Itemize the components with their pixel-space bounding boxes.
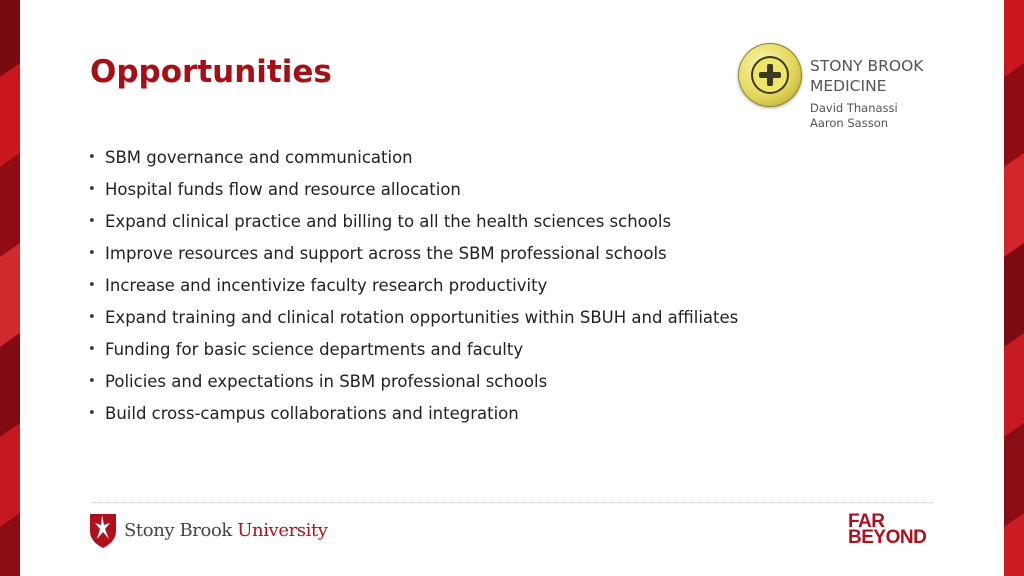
bullet-text: SBM governance and communication: [105, 147, 413, 167]
bullet-text: Build cross-campus collaborations and integration: [105, 403, 519, 423]
bullet-dot-icon: •: [88, 245, 96, 261]
brand-name: [810, 56, 923, 96]
bullet-item: [88, 365, 738, 397]
brand-line-2: MEDICINE: [810, 77, 887, 95]
bullet-text: Hospital funds flow and resource allocation: [105, 179, 461, 199]
university-name-part1: Stony Brook: [124, 519, 238, 541]
tagline-logo: [848, 511, 927, 548]
authors: [810, 101, 898, 131]
bullet-dot-icon: •: [88, 341, 96, 357]
bullet-list: [88, 141, 738, 429]
seal-flame-icon: [88, 511, 118, 549]
tagline-line-2: BEYOND: [848, 527, 927, 548]
footer-divider: [92, 502, 932, 503]
bullet-dot-icon: •: [88, 149, 96, 165]
bullet-item: [88, 301, 738, 333]
bullet-text: Expand training and clinical rotation opportunities within SBUH and affiliates: [105, 307, 739, 327]
bullet-item: [88, 205, 738, 237]
tagline-line-1: FAR: [848, 511, 885, 532]
bullet-text: Funding for basic science departments and faculty: [105, 339, 524, 359]
bullet-dot-icon: •: [88, 373, 96, 389]
bullet-text: Increase and incentivize faculty research productivity: [105, 275, 548, 295]
author-name: Aaron Sasson: [810, 116, 889, 130]
right-decorative-band: [1004, 0, 1024, 576]
slide: [20, 0, 1004, 576]
bullet-text: Policies and expectations in SBM professional schools: [105, 371, 548, 391]
university-logo: [88, 511, 328, 549]
medical-cross-icon: [738, 43, 802, 107]
university-wordmark: [124, 520, 328, 541]
bullet-item: [88, 397, 738, 429]
bullet-item: [88, 333, 738, 365]
left-decorative-band: [0, 0, 20, 576]
bullet-text: Expand clinical practice and billing to all the health sciences schools: [105, 211, 672, 231]
bullet-dot-icon: •: [88, 181, 96, 197]
bullet-item: [88, 237, 738, 269]
bullet-item: [88, 141, 738, 173]
bullet-dot-icon: •: [88, 405, 96, 421]
bullet-item: [88, 173, 738, 205]
bullet-dot-icon: •: [88, 277, 96, 293]
bullet-text: Improve resources and support across the SBM professional schools: [105, 243, 667, 263]
author-name: David Thanassi: [810, 101, 898, 115]
brand-line-1: STONY BROOK: [810, 57, 924, 75]
university-name-part2: University: [237, 519, 328, 541]
bullet-item: [88, 269, 738, 301]
bullet-dot-icon: •: [88, 213, 96, 229]
bullet-dot-icon: •: [88, 309, 96, 325]
slide-title: Opportunities: [90, 54, 332, 90]
